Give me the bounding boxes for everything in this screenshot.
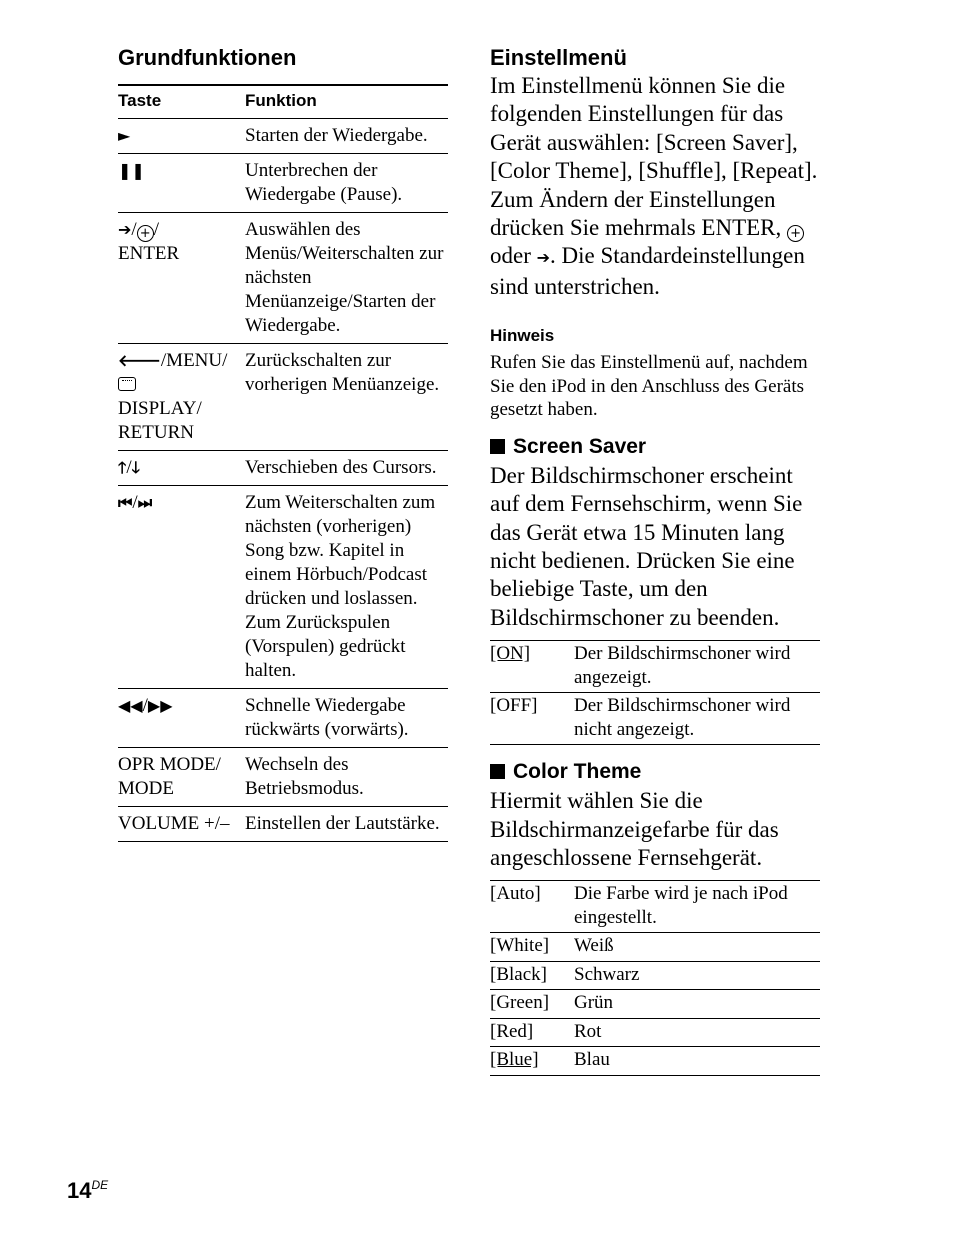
color-theme-text: Hiermit wählen Sie die Bildschirmanzeigefarbe für das angeschlossene Fernsehgerät. xyxy=(490,788,779,870)
table-row xyxy=(118,154,448,213)
option-row xyxy=(490,881,820,933)
note-title: Hinweis xyxy=(490,326,555,346)
key-cell xyxy=(118,154,245,213)
function-cell: Schnelle Wiedergabe rückwärts (vorwärts). xyxy=(245,689,448,748)
key-cell xyxy=(118,119,245,154)
fast-forward-icon: ▶▶ xyxy=(147,696,173,715)
option-cell xyxy=(490,990,574,1019)
option-label: [OFF] xyxy=(490,695,538,717)
key-cell: VOLUME +/– xyxy=(118,807,245,842)
screen-saver-text: Der Bildschirmschoner erscheint auf dem Fernsehschirm, wenn Sie das Gerät etwa 15 Minuten lang nicht bedienen. Drücken Sie eine beliebige Taste, um den Bildschirmschoner zu beenden. xyxy=(490,462,803,630)
table-row xyxy=(118,451,448,486)
function-cell: Zurückschalten zur vorherigen Menüanzeige. xyxy=(245,344,448,451)
option-cell xyxy=(490,881,574,933)
page-number-value: 14 xyxy=(67,1178,92,1203)
option-row xyxy=(490,1047,820,1076)
option-label: [ON] xyxy=(490,643,531,665)
right-column xyxy=(490,44,820,1076)
menu-box-icon xyxy=(118,377,136,391)
down-arrow-icon: 🡓 xyxy=(131,458,140,477)
option-cell xyxy=(490,933,574,962)
column-header-taste: Taste xyxy=(118,85,245,119)
next-track-icon: ⏭ xyxy=(137,493,153,512)
plus-circle-icon: + xyxy=(787,225,804,242)
key-cell: 🡑/🡓 xyxy=(118,451,245,486)
option-row xyxy=(490,641,820,693)
option-cell xyxy=(490,641,574,693)
option-row xyxy=(490,933,820,962)
option-cell xyxy=(490,1018,574,1047)
note-text: Rufen Sie das Einstellmenü auf, nachdem Sie den iPod in den Anschluss des Geräts gesetzt haben. xyxy=(490,352,808,421)
key-label: ENTER xyxy=(118,243,180,264)
key-cell xyxy=(118,344,245,451)
intro-text-part: Im Einstellmenü können Sie die folgenden Einstellungen für das Gerät auswählen: [Screen Saver], [Color Theme], [Shuffle], [Repeat]. Zum Ändern der Einstellungen drücken Sie mehrmals ENTER, xyxy=(490,73,818,241)
function-cell: Einstellen der Lautstärke. xyxy=(245,807,448,842)
bullet-square-icon xyxy=(490,439,505,454)
option-description: Rot xyxy=(574,1018,820,1047)
function-cell: Starten der Wiedergabe. xyxy=(245,119,448,154)
table-row xyxy=(118,119,448,154)
section-title-grundfunktionen: Grundfunktionen xyxy=(118,45,297,70)
option-cell xyxy=(490,961,574,990)
option-row xyxy=(490,693,820,745)
page-number xyxy=(67,1178,108,1204)
function-cell: Wechseln des Betriebsmodus. xyxy=(245,748,448,807)
subsection-title-text: Screen Saver xyxy=(513,434,647,458)
option-row xyxy=(490,990,820,1019)
intro-paragraph xyxy=(490,72,820,301)
option-description: Blau xyxy=(574,1047,820,1076)
key-cell: ➔/ + / ENTER xyxy=(118,213,245,344)
left-column xyxy=(118,44,448,842)
column-header-funktion: Funktion xyxy=(245,85,448,119)
color-theme-options-table xyxy=(490,880,820,1076)
key-label: /MENU/ xyxy=(160,350,228,371)
table-row xyxy=(118,689,448,748)
intro-text-part: . Die Standardeinstellungen sind unterstrichen. xyxy=(490,243,805,299)
option-description: Der Bildschirmschoner wird angezeigt. xyxy=(574,641,820,693)
function-cell: Verschieben des Cursors. xyxy=(245,451,448,486)
option-description: Weiß xyxy=(574,933,820,962)
key-cell: ⏮/⏭ xyxy=(118,486,245,689)
plus-circle-icon: + xyxy=(137,225,154,242)
bullet-square-icon xyxy=(490,764,505,779)
option-cell xyxy=(490,1047,574,1076)
option-label: [Black] xyxy=(490,963,547,985)
function-cell: Unterbrechen der Wiedergabe (Pause). xyxy=(245,154,448,213)
pause-icon: ❚❚ xyxy=(118,161,145,180)
intro-text-part: oder xyxy=(490,243,531,269)
option-row xyxy=(490,961,820,990)
option-description: Der Bildschirmschoner wird nicht angezeigt. xyxy=(574,693,820,745)
option-label: [Green] xyxy=(490,992,550,1014)
option-cell xyxy=(490,693,574,745)
table-header-row xyxy=(118,85,448,119)
option-description: Die Farbe wird je nach iPod eingestellt. xyxy=(574,881,820,933)
left-arrow-icon: 🡐 xyxy=(118,351,161,370)
rewind-icon: ◀◀ xyxy=(118,696,143,715)
right-arrow-icon: ➔ xyxy=(118,220,132,239)
table-row xyxy=(118,344,448,451)
option-row xyxy=(490,1018,820,1047)
subsection-title-text: Color Theme xyxy=(513,760,642,784)
up-arrow-icon: 🡑 xyxy=(118,458,127,477)
subsection-title-screen-saver xyxy=(490,434,820,460)
key-function-table xyxy=(118,84,448,842)
section-title-einstellmenue: Einstellmenü xyxy=(490,45,627,70)
option-label: [Red] xyxy=(490,1020,534,1042)
option-label: [Blue] xyxy=(490,1049,539,1071)
key-label: DISPLAY/ RETURN xyxy=(118,398,202,443)
table-row xyxy=(118,486,448,689)
page-language-suffix: DE xyxy=(91,1178,109,1192)
previous-track-icon: ⏮ xyxy=(118,493,133,512)
table-row xyxy=(118,213,448,344)
option-label: [White] xyxy=(490,935,550,957)
function-cell: Auswählen des Menüs/Weiterschalten zur nächsten Menüanzeige/Starten der Wiedergabe. xyxy=(245,213,448,344)
table-row xyxy=(118,807,448,842)
table-row xyxy=(118,748,448,807)
option-description: Schwarz xyxy=(574,961,820,990)
function-cell: Zum Weiterschalten zum nächsten (vorherigen) Song bzw. Kapitel in einem Hörbuch/Podcast drücken und loslassen. Zum Zurückspulen (Vorspulen) gedrückt halten. xyxy=(245,486,448,689)
right-arrow-icon: ➔ xyxy=(536,248,551,268)
subsection-title-color-theme xyxy=(490,759,820,785)
screen-saver-options-table xyxy=(490,640,820,745)
key-cell: OPR MODE/ MODE xyxy=(118,748,245,807)
key-cell: ◀◀/▶▶ xyxy=(118,689,245,748)
option-label: [Auto] xyxy=(490,883,541,905)
option-description: Grün xyxy=(574,990,820,1019)
play-icon: ► xyxy=(118,126,131,145)
